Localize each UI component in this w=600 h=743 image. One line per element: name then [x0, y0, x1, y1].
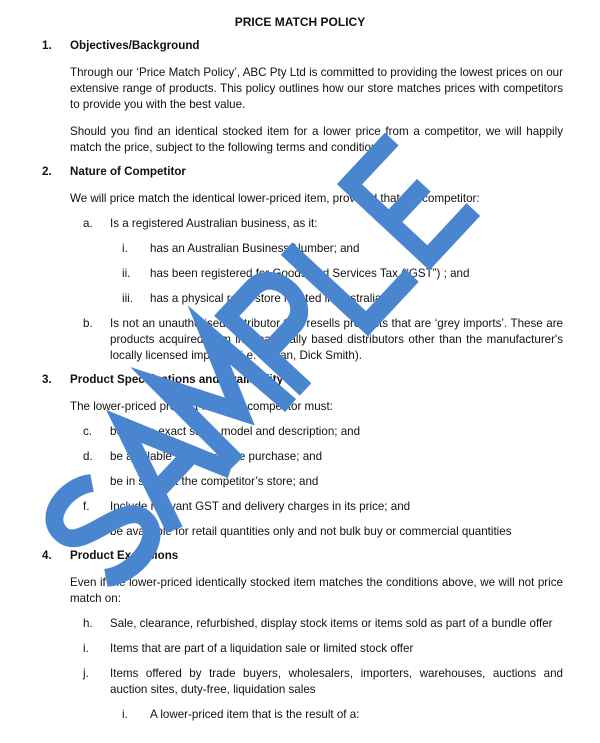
section-heading-row — [42, 38, 563, 54]
list-item — [42, 216, 563, 232]
list-label: b. — [83, 317, 93, 330]
sublist-label: ii. — [122, 267, 131, 280]
section-heading-row — [42, 164, 563, 180]
sublist-item — [42, 241, 563, 257]
list-text: Is a registered Australian business, as it: — [110, 217, 318, 230]
section-number: 3. — [42, 373, 52, 386]
section-heading: Objectives/Background — [70, 39, 200, 52]
section-number: 4. — [42, 549, 52, 562]
list-item — [42, 524, 563, 540]
section-number: 1. — [42, 39, 52, 52]
list-text: be in stock at the competitor’s store; and — [110, 475, 319, 488]
list-label: a. — [83, 217, 93, 230]
list-label: i. — [83, 642, 89, 655]
list-label: d. — [83, 450, 93, 463]
list-item — [42, 474, 563, 490]
list-label: c. — [83, 425, 93, 438]
list-label: e. — [83, 475, 93, 488]
paragraph: Should you find an identical stocked item for a lower price from a competitor, we will happily match the price, subject to the following terms and conditions. — [70, 125, 563, 154]
section-heading: Nature of Competitor — [70, 165, 186, 178]
sublist-text: A lower-priced item that is the result of a: — [150, 708, 360, 721]
paragraph: We will price match the identical lower-priced item, provided that the competitor: — [70, 192, 480, 205]
list-label: g. — [83, 525, 93, 538]
list-item — [42, 499, 563, 515]
section-number: 2. — [42, 165, 52, 178]
list-label: j. — [83, 667, 89, 680]
sublist-text: has an Australian Business Number; and — [150, 242, 360, 255]
list-text: be of the exact same model and description; and — [110, 425, 361, 438]
list-text: Items that are part of a liquidation sale or limited stock offer — [110, 642, 414, 655]
list-text: Include relevant GST and delivery charges in its price; and — [110, 500, 411, 513]
list-item — [42, 616, 563, 632]
list-text: Is not an unauthorised distributor that resells products that are ‘grey imports’. These are products acquired from internationally based distributors other than the manufacturer's locally licensed importer (i.e. Kogan, Dick Smith). — [110, 317, 563, 362]
list-item — [42, 316, 563, 364]
paragraph: Through our ‘Price Match Policy’, ABC Pty Ltd is committed to providing the lowest prices on our extensive range of products. This policy outlines how our store matches prices with competitors to provide you with the best value. — [70, 66, 563, 111]
section-heading-row — [42, 372, 563, 388]
list-label: h. — [83, 617, 93, 630]
sublist-label: i. — [122, 708, 128, 721]
list-text: Sale, clearance, refurbished, display stock items or items sold as part of a bundle offer — [110, 617, 553, 630]
list-item — [42, 666, 563, 698]
sublist-item — [42, 266, 563, 282]
section-heading: Product Specifications and Availability — [70, 373, 284, 386]
section-heading: Product Exclusions — [70, 549, 179, 562]
sublist-text: has been registered for Goods and Services Tax (“GST”) ; and — [150, 267, 470, 280]
sublist-item — [42, 291, 563, 307]
list-item — [42, 641, 563, 657]
list-text: Items offered by trade buyers, wholesalers, importers, warehouses, auctions and auction sites, duty-free, liquidation sales — [110, 667, 563, 696]
section-heading-row — [42, 548, 563, 564]
sublist-label: i. — [122, 242, 128, 255]
paragraph: Even if the lower-priced identically stocked item matches the conditions above, we will not price match on: — [70, 576, 563, 605]
sublist-label: iii. — [122, 292, 133, 305]
document-title: PRICE MATCH POLICY — [234, 15, 366, 29]
sublist-item — [42, 707, 563, 723]
list-text: be available for retail quantities only and not bulk buy or commercial quantities — [110, 525, 512, 538]
sublist-text: has a physical retail store located in Australia — [150, 292, 382, 305]
list-text: be available for immediate purchase; and — [110, 450, 323, 463]
paragraph: The lower-priced product from the competitor must: — [70, 400, 333, 413]
list-label: f. — [83, 500, 90, 513]
list-item — [42, 424, 563, 440]
list-item — [42, 449, 563, 465]
